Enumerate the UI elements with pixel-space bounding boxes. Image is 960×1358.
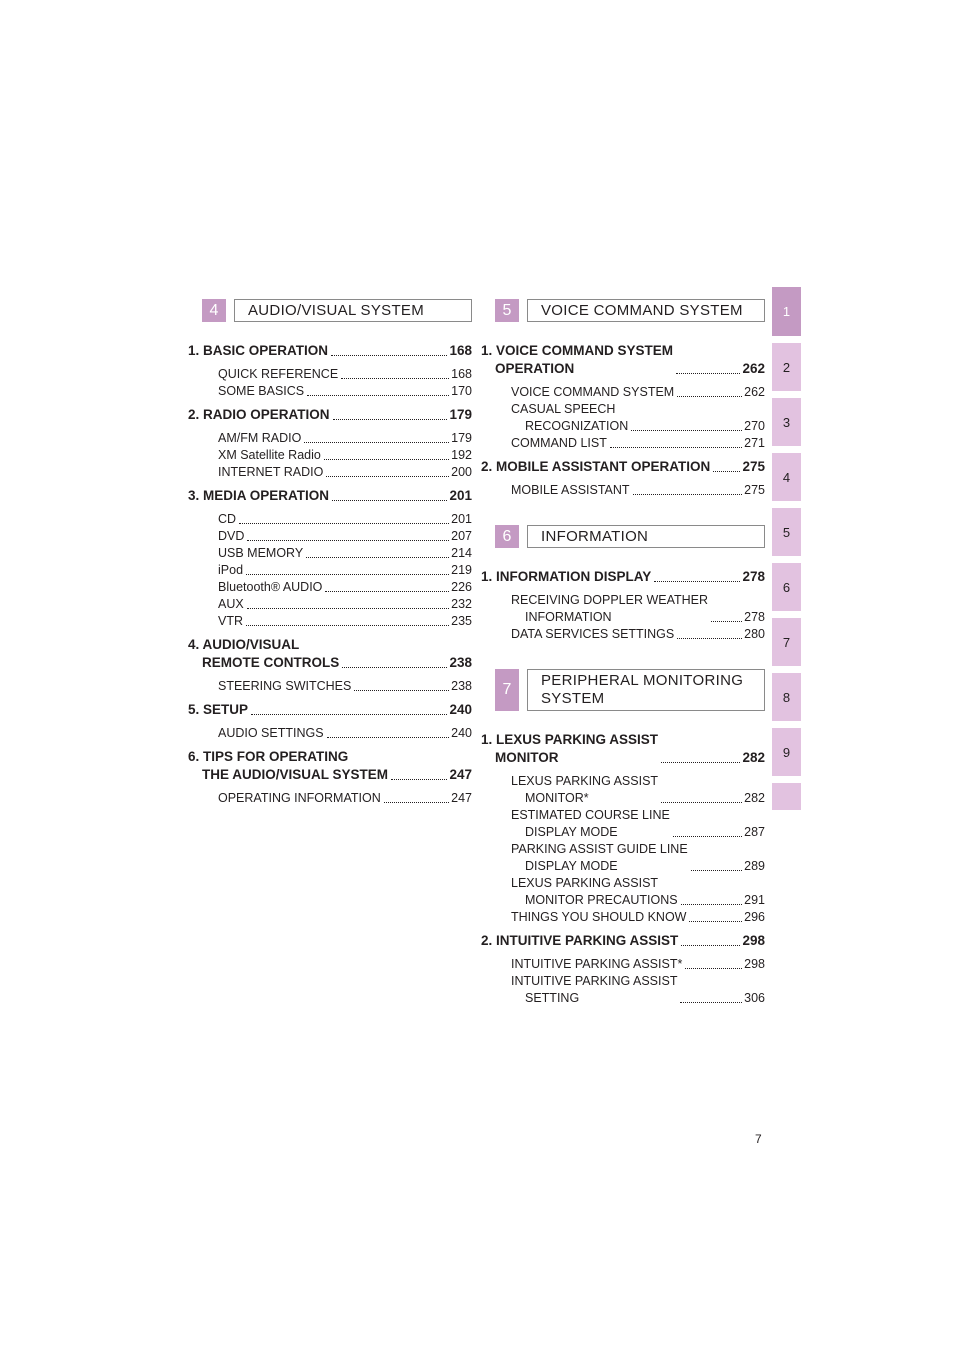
topic-entry[interactable]	[202, 790, 472, 807]
topic-page: 207	[451, 529, 472, 543]
chapter-tab-1[interactable]: 1	[772, 287, 801, 336]
chapter-list	[481, 731, 765, 1007]
chapter-tab-6[interactable]: 6	[772, 563, 801, 611]
topic-title: VTR	[218, 614, 243, 628]
chapter-page: 275	[742, 459, 765, 474]
section-header	[202, 299, 472, 322]
topic-page: 289	[744, 859, 765, 873]
topic-page: 238	[451, 679, 472, 693]
topic-list	[202, 790, 472, 807]
chapter-title: 1. VOICE COMMAND SYSTEM OPERATION	[481, 343, 674, 376]
chapter-page: 282	[742, 750, 765, 765]
topic-entry[interactable]	[495, 592, 765, 626]
left-column	[188, 299, 472, 811]
topic-title: INTUITIVE PARKING ASSIST SETTING	[511, 974, 678, 1005]
dot-leader	[251, 714, 447, 715]
chapter-tabs	[772, 287, 801, 817]
topic-entry[interactable]	[495, 626, 765, 643]
topic-entry[interactable]	[202, 430, 472, 447]
topic-page: 235	[451, 614, 472, 628]
topic-title: DATA SERVICES SETTINGS	[511, 627, 675, 641]
topic-list	[202, 511, 472, 630]
dot-leader	[631, 430, 742, 431]
topic-title: AM/FM RADIO	[218, 431, 302, 445]
topic-page: 214	[451, 546, 472, 560]
section-header	[495, 525, 765, 548]
topic-entry[interactable]	[495, 401, 765, 435]
topic-title: AUDIO SETTINGS	[218, 726, 324, 740]
dot-leader	[354, 690, 449, 691]
dot-leader	[341, 378, 449, 379]
topic-title: COMMAND LIST	[511, 436, 607, 450]
dot-leader	[325, 591, 449, 592]
topic-page: 247	[451, 791, 472, 805]
topic-title: CD	[218, 512, 237, 526]
chapter-page: 278	[742, 569, 765, 584]
topic-page: 280	[744, 627, 765, 641]
topic-list	[202, 725, 472, 742]
topic-page: 271	[744, 436, 765, 450]
topic-title: LEXUS PARKING ASSIST MONITOR PRECAUTIONS	[511, 876, 678, 907]
chapter-list	[188, 342, 472, 807]
chapter-title: 1. INFORMATION DISPLAY	[481, 569, 652, 584]
chapter-tab-4[interactable]: 4	[772, 453, 801, 501]
topic-title: CASUAL SPEECH RECOGNIZATION	[511, 402, 629, 433]
topic-list	[202, 366, 472, 400]
topic-page: 275	[744, 483, 765, 497]
section	[481, 525, 765, 643]
topic-page: 282	[744, 791, 765, 805]
dot-leader	[713, 471, 740, 472]
dot-leader	[654, 581, 740, 582]
topic-entry[interactable]	[202, 725, 472, 742]
dot-leader	[331, 355, 447, 356]
chapter-page: 179	[449, 407, 472, 422]
dot-leader	[711, 621, 742, 622]
dot-leader	[327, 737, 450, 738]
section-title: VOICE COMMAND SYSTEM	[527, 299, 765, 322]
dot-leader	[610, 447, 742, 448]
section-header	[495, 669, 765, 711]
chapter-entry[interactable]	[188, 342, 472, 360]
chapter-title: 2. MOBILE ASSISTANT OPERATION	[481, 459, 711, 474]
section-title: INFORMATION	[527, 525, 765, 548]
topic-page: 262	[744, 385, 765, 399]
topic-page: 296	[744, 910, 765, 924]
topic-entry[interactable]	[495, 841, 765, 875]
topic-title: STEERING SWITCHES	[218, 679, 352, 693]
chapter-title: 3. MEDIA OPERATION	[188, 488, 330, 503]
chapter-tab-8[interactable]: 8	[772, 673, 801, 721]
chapter-title: 2. RADIO OPERATION	[188, 407, 330, 422]
page-number: 7	[755, 1132, 762, 1146]
dot-leader	[247, 608, 449, 609]
topic-entry[interactable]	[495, 909, 765, 926]
dot-leader	[689, 921, 742, 922]
topic-entry[interactable]	[202, 579, 472, 596]
topic-entry[interactable]	[495, 384, 765, 401]
chapter-entry[interactable]	[481, 342, 765, 378]
topic-entry[interactable]	[202, 596, 472, 613]
right-column	[481, 299, 765, 1011]
topic-title: iPod	[218, 563, 244, 577]
topic-title: ESTIMATED COURSE LINE DISPLAY MODE	[511, 808, 670, 839]
dot-leader	[342, 667, 447, 668]
dot-leader	[677, 638, 742, 639]
dot-leader	[247, 540, 449, 541]
chapter-list	[481, 342, 765, 499]
chapter-tab-blank[interactable]	[772, 783, 801, 810]
topic-page: 200	[451, 465, 472, 479]
topic-title: USB MEMORY	[218, 546, 304, 560]
topic-entry[interactable]	[495, 807, 765, 841]
topic-page: 219	[451, 563, 472, 577]
dot-leader	[680, 1002, 742, 1003]
topic-title: DVD	[218, 529, 245, 543]
chapter-title: 2. INTUITIVE PARKING ASSIST	[481, 933, 679, 948]
chapter-entry[interactable]	[481, 568, 765, 586]
dot-leader	[333, 419, 448, 420]
dot-leader	[661, 762, 740, 763]
topic-entry[interactable]	[202, 545, 472, 562]
topic-list	[202, 678, 472, 695]
topic-list	[495, 592, 765, 643]
topic-entry[interactable]	[202, 447, 472, 464]
section-number: 5	[495, 299, 519, 322]
topic-list	[495, 384, 765, 452]
topic-page: 306	[744, 991, 765, 1005]
dot-leader	[239, 523, 449, 524]
topic-page: 232	[451, 597, 472, 611]
topic-page: 170	[451, 384, 472, 398]
chapter-page: 247	[449, 767, 472, 782]
topic-title: QUICK REFERENCE	[218, 367, 339, 381]
topic-list	[495, 482, 765, 499]
dot-leader	[691, 870, 742, 871]
section-title: AUDIO/VISUAL SYSTEM	[234, 299, 472, 322]
dot-leader	[677, 396, 742, 397]
topic-entry[interactable]	[202, 464, 472, 481]
topic-title: AUX	[218, 597, 244, 611]
dot-leader	[676, 373, 740, 374]
topic-page: 201	[451, 512, 472, 526]
chapter-page: 262	[742, 361, 765, 376]
chapter-page: 240	[449, 702, 472, 717]
topic-entry[interactable]	[202, 528, 472, 545]
topic-entry[interactable]	[495, 973, 765, 1007]
dot-leader	[681, 904, 743, 905]
topic-page: 192	[451, 448, 472, 462]
dot-leader	[681, 945, 740, 946]
dot-leader	[673, 836, 742, 837]
topic-page: 287	[744, 825, 765, 839]
dot-leader	[246, 625, 449, 626]
chapter-page: 201	[449, 488, 472, 503]
section-number: 6	[495, 525, 519, 548]
topic-page: 168	[451, 367, 472, 381]
chapter-title: 1. BASIC OPERATION	[188, 343, 329, 358]
topic-entry[interactable]	[202, 383, 472, 400]
topic-title: INTERNET RADIO	[218, 465, 324, 479]
dot-leader	[324, 459, 449, 460]
chapter-title: 1. LEXUS PARKING ASSIST MONITOR	[481, 732, 659, 765]
section-title: PERIPHERAL MONITORING SYSTEM	[527, 669, 765, 711]
chapter-title: 6. TIPS FOR OPERATING THE AUDIO/VISUAL SYSTEM	[188, 749, 389, 782]
topic-entry[interactable]	[202, 678, 472, 695]
chapter-tab-9[interactable]: 9	[772, 728, 801, 776]
chapter-list	[481, 568, 765, 643]
topic-title: LEXUS PARKING ASSIST MONITOR*	[511, 774, 659, 805]
topic-entry[interactable]	[202, 562, 472, 579]
dot-leader	[633, 494, 743, 495]
chapter-page: 168	[449, 343, 472, 358]
dot-leader	[304, 442, 449, 443]
topic-title: XM Satellite Radio	[218, 448, 321, 462]
topic-title: INTUITIVE PARKING ASSIST*	[511, 957, 683, 971]
section	[188, 299, 472, 807]
dot-leader	[246, 574, 449, 575]
chapter-entry[interactable]	[481, 932, 765, 950]
dot-leader	[332, 500, 447, 501]
topic-page: 278	[744, 610, 765, 624]
topic-title: MOBILE ASSISTANT	[511, 483, 630, 497]
topic-title: VOICE COMMAND SYSTEM	[511, 385, 675, 399]
topic-list	[202, 430, 472, 481]
topic-entry[interactable]	[202, 366, 472, 383]
topic-title: RECEIVING DOPPLER WEATHER INFORMATION	[511, 593, 709, 624]
topic-page: 291	[744, 893, 765, 907]
topic-entry[interactable]	[495, 875, 765, 909]
chapter-entry[interactable]	[481, 458, 765, 476]
chapter-entry[interactable]	[481, 731, 765, 767]
dot-leader	[685, 968, 742, 969]
section-number: 4	[202, 299, 226, 322]
topic-list	[495, 956, 765, 1007]
topic-page: 226	[451, 580, 472, 594]
chapter-entry[interactable]	[188, 636, 472, 672]
topic-entry[interactable]	[202, 613, 472, 630]
chapter-entry[interactable]	[188, 701, 472, 719]
chapter-title: 5. SETUP	[188, 702, 249, 717]
topic-list	[495, 773, 765, 926]
topic-title: SOME BASICS	[218, 384, 305, 398]
dot-leader	[306, 557, 449, 558]
dot-leader	[661, 802, 742, 803]
chapter-tab-3[interactable]: 3	[772, 398, 801, 446]
chapter-page: 238	[449, 655, 472, 670]
dot-leader	[391, 779, 447, 780]
topic-title: OPERATING INFORMATION	[218, 791, 381, 805]
chapter-entry[interactable]	[188, 748, 472, 784]
topic-page: 270	[744, 419, 765, 433]
section	[481, 299, 765, 499]
topic-entry[interactable]	[202, 511, 472, 528]
chapter-title: 4. AUDIO/VISUAL REMOTE CONTROLS	[188, 637, 340, 670]
topic-page: 179	[451, 431, 472, 445]
topic-page: 240	[451, 726, 472, 740]
section	[481, 669, 765, 1007]
topic-entry[interactable]	[495, 956, 765, 973]
chapter-entry[interactable]	[188, 487, 472, 505]
topic-title: THINGS YOU SHOULD KNOW	[511, 910, 687, 924]
dot-leader	[326, 476, 449, 477]
chapter-page: 298	[742, 933, 765, 948]
topic-page: 298	[744, 957, 765, 971]
topic-title: Bluetooth® AUDIO	[218, 580, 323, 594]
dot-leader	[384, 802, 449, 803]
section-number: 7	[495, 669, 519, 711]
chapter-tab-2[interactable]: 2	[772, 343, 801, 391]
dot-leader	[307, 395, 449, 396]
section-header	[495, 299, 765, 322]
topic-title: PARKING ASSIST GUIDE LINE DISPLAY MODE	[511, 842, 688, 873]
topic-entry[interactable]	[495, 773, 765, 807]
chapter-tab-7[interactable]: 7	[772, 618, 801, 666]
topic-entry[interactable]	[495, 435, 765, 452]
chapter-tab-5[interactable]: 5	[772, 508, 801, 556]
chapter-entry[interactable]	[188, 406, 472, 424]
topic-entry[interactable]	[495, 482, 765, 499]
